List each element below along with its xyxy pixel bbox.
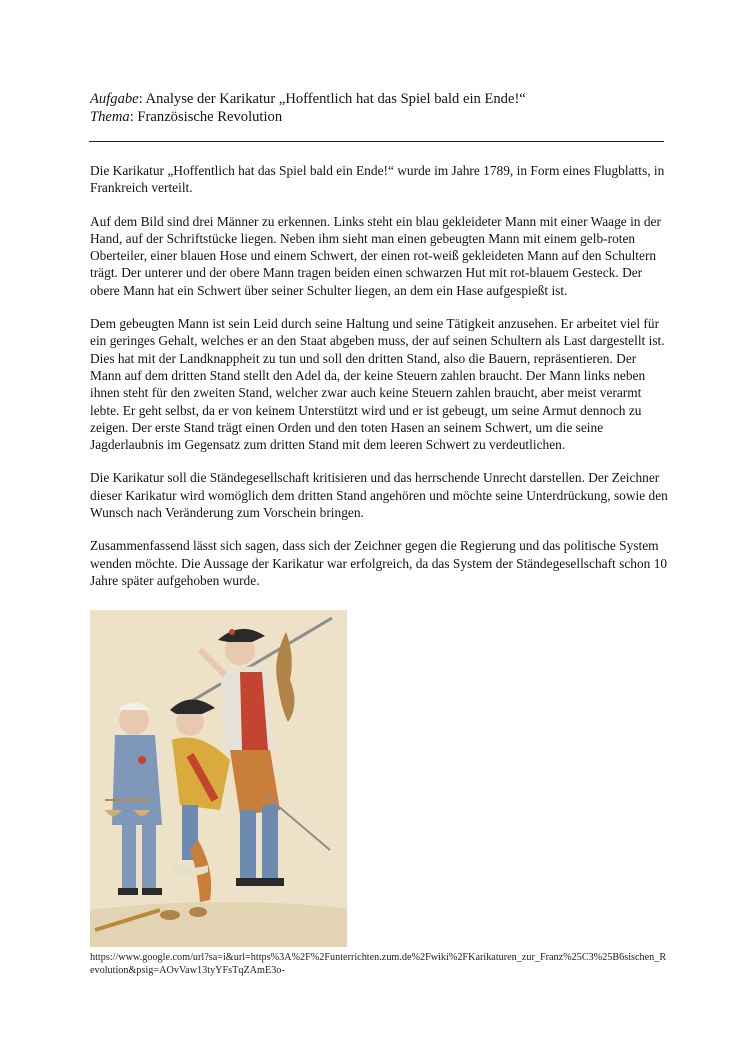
theme-label: Thema — [90, 109, 130, 125]
task-label: Aufgabe — [90, 91, 139, 107]
paragraph-interpretation: Die Karikatur soll die Ständegesellschaft kritisieren und das herrschende Unrecht darstellen. Der Zeichner dieser Karikatur wird womöglich dem dritten Stand angehören und möchte seine Unterdrückung, sowie den Wunsch nach Veränderung zum Vorschein bringen. — [90, 470, 668, 521]
caricature-image — [90, 610, 347, 947]
paragraph-conclusion: Zusammenfassend lässt sich sagen, dass sich der Zeichner gegen die Regierung und das politische System wenden möchte. Die Aussage der Karikatur war erfolgreich, da das System der Ständegesellschaft schon 10 Jahre später aufgehoben wurde. — [90, 538, 668, 588]
caricature-illustration — [90, 610, 347, 947]
paragraph-intro: Die Karikatur „Hoffentlich hat das Spiel bald ein Ende!“ wurde im Jahre 1789, in Form eines Flugblatts, in Frankreich verteilt. — [90, 163, 665, 196]
analysis-text — [90, 162, 668, 605]
assignment-header — [90, 90, 670, 126]
task-text: : Analyse der Karikatur „Hoffentlich hat das Spiel bald ein Ende!“ — [138, 91, 526, 107]
image-source-url[interactable]: https://www.google.com/url?sa=i&url=https%3A%2F%2Funterrichten.zum.de%2Fwiki%2FKarikaturen_zur_Franz%25C3%25B6sischen_Revolution&psig=AOvVaw13tyYFsTqZAmE3o- — [90, 952, 667, 976]
task-line — [90, 90, 670, 108]
paragraph-description: Auf dem Bild sind drei Männer zu erkennen. Links steht ein blau gekleideter Mann mit einer Waage in der Hand, auf der Schriftstücke liegen. Neben ihm sieht man einen gebeugten Mann mit einem gelb-roten Oberteiler, einer blauen Hose und einem Schwert, der einen rot-weiß gekleideten Mann auf den Schultern trägt. Der unterer und der obere Mann tragen beiden einen schwarzen Hut mit rot-blauem Gesteck. Der obere Mann hat ein Schwert über seiner Schulter liegen, an dem ein Hase aufgespießt ist. — [90, 213, 661, 298]
paragraph-analysis: Dem gebeugten Mann ist sein Leid durch seine Haltung und seine Tätigkeit anzusehen. Er arbeitet viel für ein geringes Gehalt, welches er an den Staat abgeben muss, der auf seinen Schultern als Last dargestellt ist. Dies hat mit der Landknappheit zu tun und soll den dritten Stand, also die Bauern, repräsentieren. Der Mann auf dem dritten Stand stellt den Adel da, der keine Steuern zahlen braucht. Der Mann links neben ihnen steht für den zweiten Stand, welcher zwar auch keine Steuern zahlen braucht, aber meist verarmt lebte. Er geht selbst, da er von keinem Unterstützt wird und er ist gebeugt, um seine Armut dennoch zu zeigen. Der erste Stand trägt einen Orden und den toten Hasen an seinem Schwert, um die seine Jagderlaubnis im Gegensatz zum dritten Stand mit dem leeren Schwert zu verdeutlichen. — [90, 316, 665, 453]
theme-line — [90, 108, 670, 126]
theme-text: : Französische Revolution — [129, 109, 283, 125]
horizontal-divider — [89, 141, 664, 142]
